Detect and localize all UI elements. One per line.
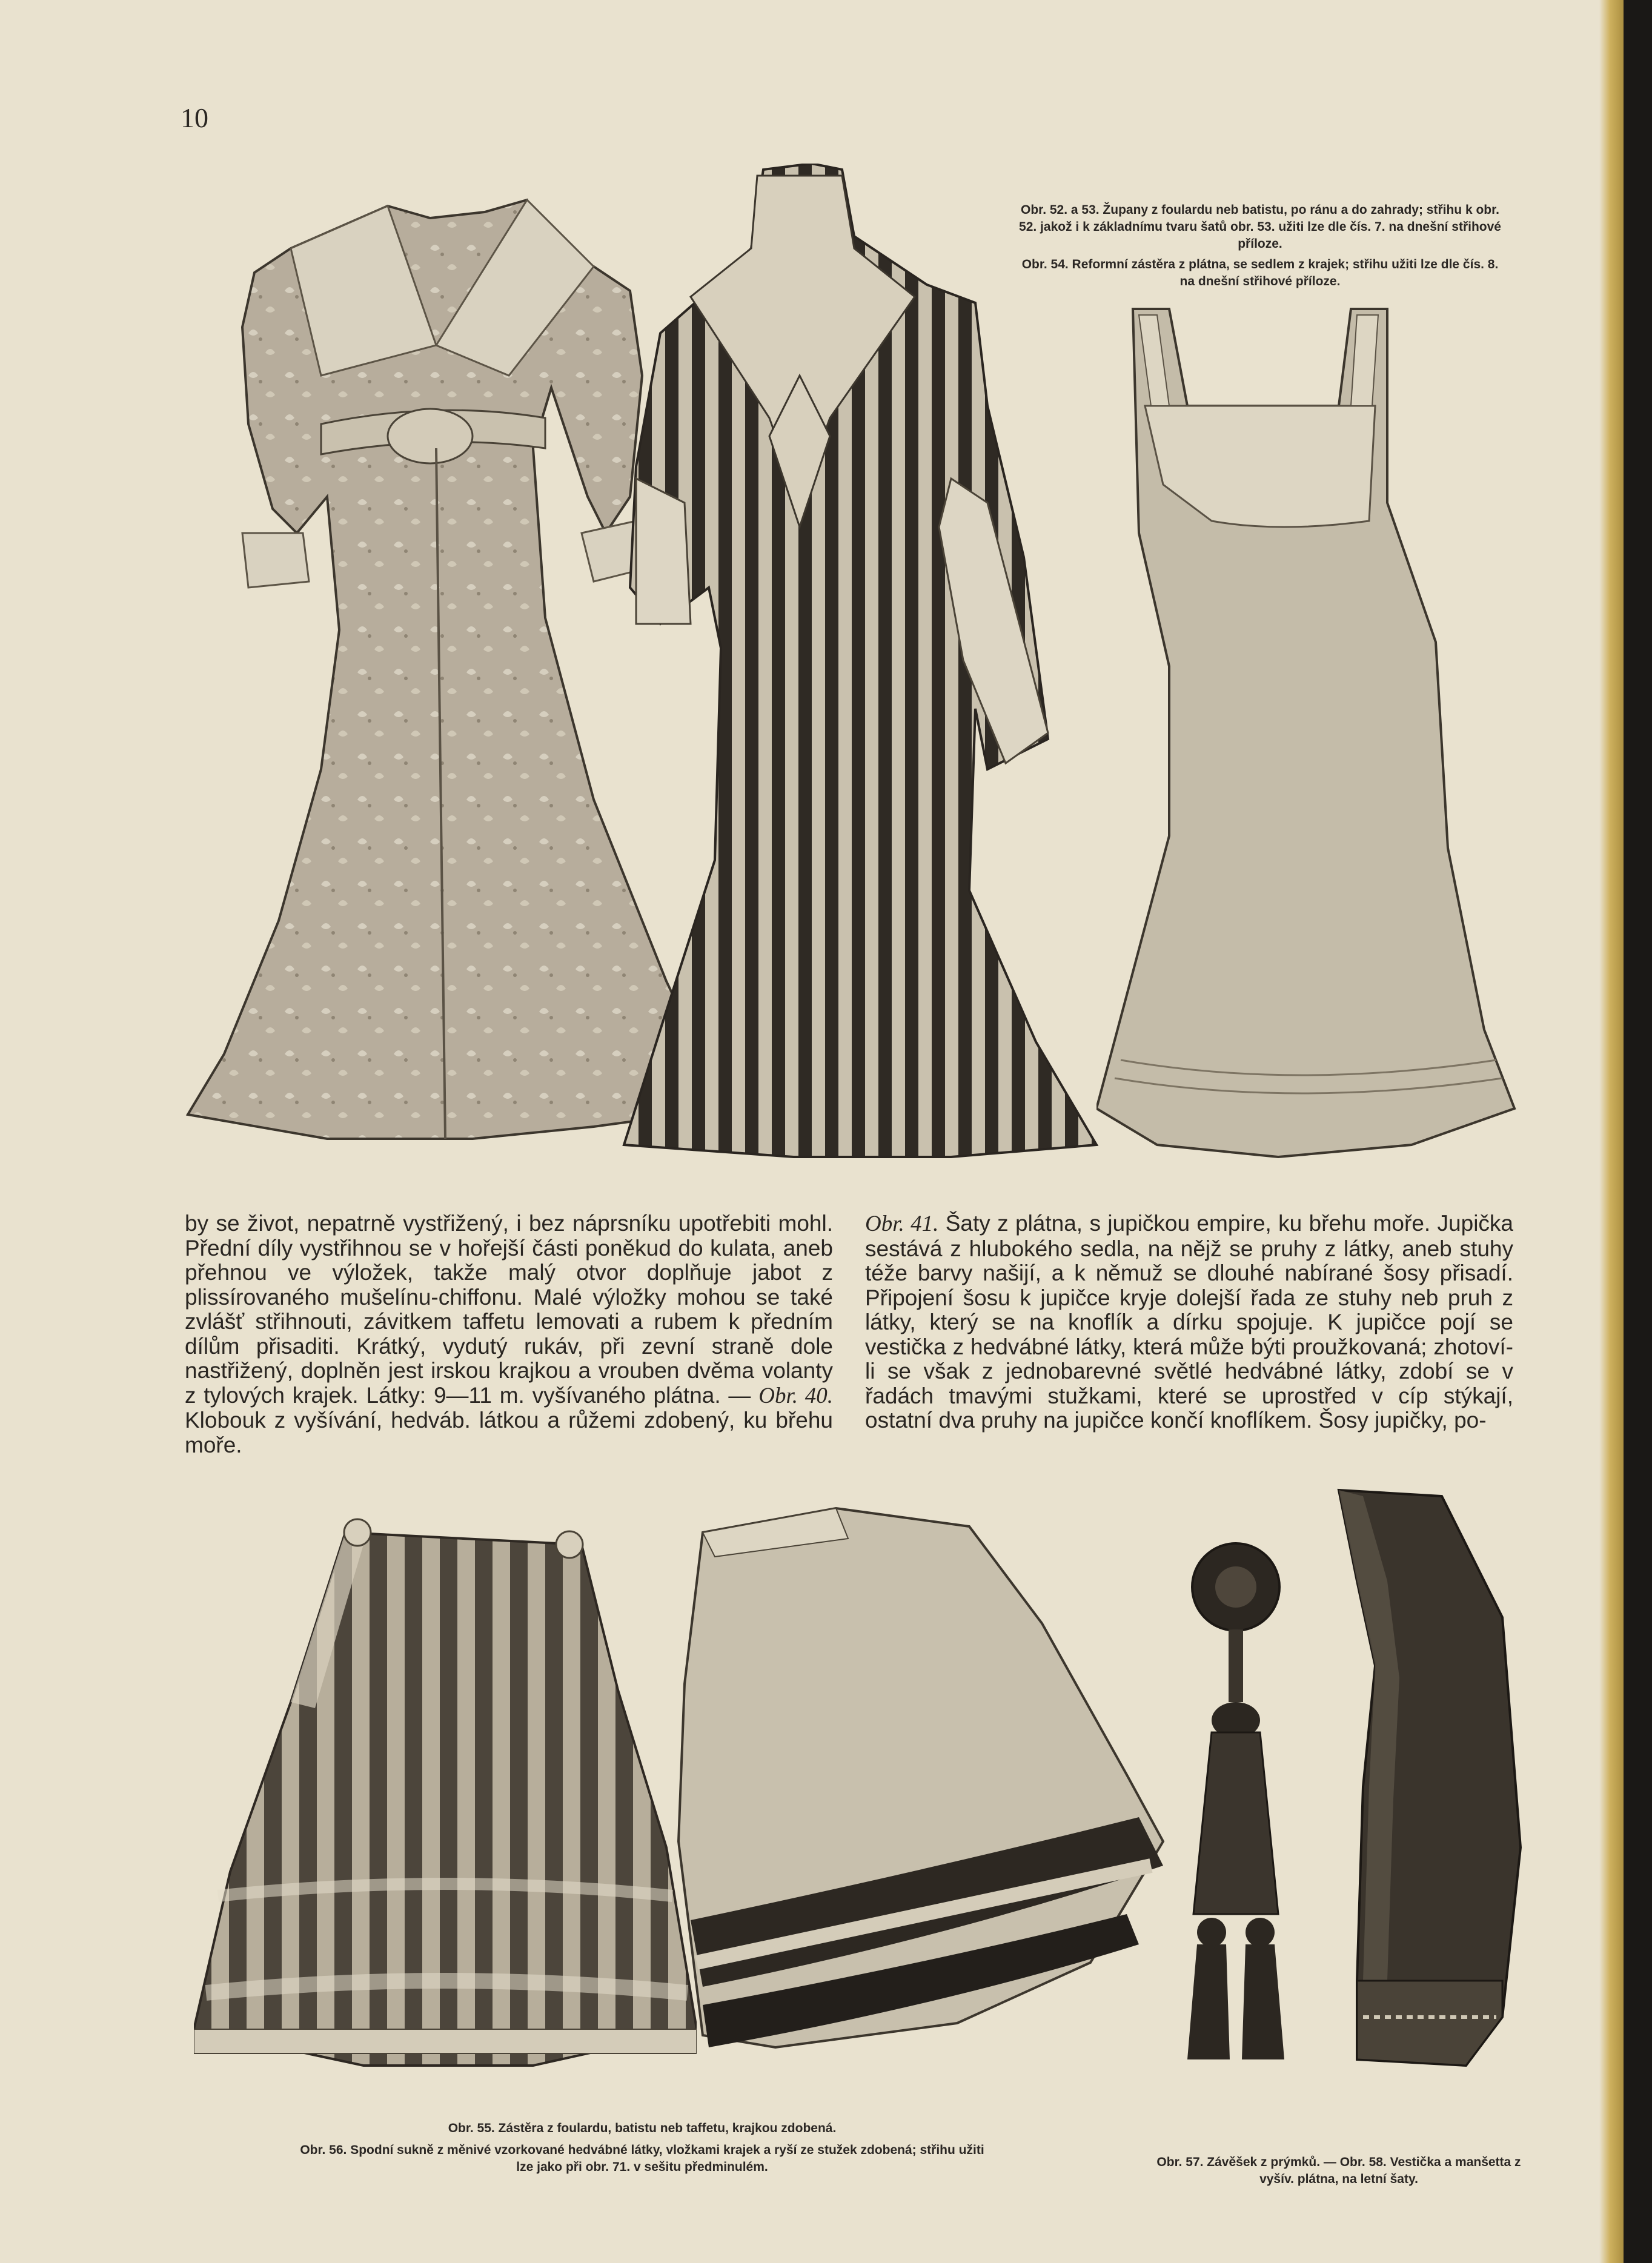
scan-border bbox=[1624, 0, 1652, 2263]
left-figure-ref: Obr. 40. bbox=[758, 1383, 833, 1408]
right-text-column bbox=[865, 1211, 1513, 1433]
caption-bottom-right-line1: Obr. 57. Závěšek z prýmků. — Obr. 58. Vestička a manšetta z vyšív. plátna, na letní šaty. bbox=[1156, 2155, 1521, 2186]
caption-bottom-left bbox=[182, 2120, 1103, 2176]
right-text-main: Šaty z plátna, s jupičkou empire, ku břehu moře. Jupička sestává z hlubokého sedla, na nějž se pruhy z látky, aneb stuhy téže barvy našijí, a k němuž se dlouhé nabírané šosy přisadí. Připojení šosu k jupičce kryje dolejší řada ze stuhy neb pruh z látky, který se na knoflík a dírku spojuje. K jupičce pojí se vestička z hedvábné látky, která může býti proužkovaná; zhotoví-li se však z jednobarevné světlé hedvábné látky, zdobí se v řadách tmavými stužkami, které se uprostřed v cíp stýkají, ostatní dva pruhy na jupičce končí knoflíkem. Šosy jupičky, po- bbox=[865, 1211, 1513, 1433]
gilded-page-edge bbox=[1599, 0, 1626, 2263]
left-text-main: by se život, nepatrně vystřižený, i bez náprsníku upotřebiti mohl. Přední díly vystřihnou se v hořejší části poněkud do kulata, aneb přehnou ve výložek, takže malý otvor doplňuje jabot z plissírovaného mušelínu-chiffonu. Malé výložky mohou se také zvlášť střihnouti, závitkem taffetu lemovati a rubem k předním dílům přisaditi. Krátký, vydutý rukáv, při zevní straně dole nastřižený, doplněn jest irskou krajkou a vrouben dvěma volanty z tylových krajek. Látky: 9—11 m. vyšívaného plátna. — bbox=[185, 1211, 833, 1408]
vest-and-cuff-illustration bbox=[1321, 1484, 1527, 2072]
caption-top-line1: Obr. 52. a 53. Župany z foulardu neb batistu, po ránu a do zahrady; střihu k obr. 52. jakož i k základnímu tvaru šatů obr. 53. užiti lze dle čís. 7. na dnešní střihové příloze. bbox=[1019, 203, 1501, 251]
left-text-column bbox=[185, 1211, 833, 1457]
right-figure-ref: Obr. 41. bbox=[865, 1211, 939, 1236]
caption-bottom-right bbox=[1151, 2154, 1527, 2188]
page-number: 10 bbox=[181, 102, 208, 133]
tassel-pendant-illustration bbox=[1175, 1539, 1296, 2059]
caption-bottom-left-line2: Obr. 56. Spodní sukně z měnivé vzorkované hedvábné látky, vložkami krajek a ryší ze stužek zdobená; střihu užiti lze jako při obr. 71. v sešitu předminulém. bbox=[300, 2143, 984, 2174]
left-text-tail: Klobouk z vyšívání, hedváb. látkou a růžemi zdobený, ku břehu moře. bbox=[185, 1408, 833, 1457]
striped-apron-illustration bbox=[194, 1508, 697, 2072]
caption-top-line2: Obr. 54. Reformní zástěra z plátna, se sedlem z krajek; střihu užiti lze dle čís. 8. na dnešní střihové příloze. bbox=[1021, 257, 1499, 288]
reform-apron-illustration bbox=[1096, 303, 1521, 1163]
dressing-gown-striped-illustration bbox=[612, 164, 1109, 1163]
caption-bottom-left-line1: Obr. 55. Zástěra z foulardu, batistu neb taffetu, krajkou zdobená. bbox=[448, 2121, 837, 2135]
petticoat-illustration bbox=[666, 1502, 1169, 2066]
